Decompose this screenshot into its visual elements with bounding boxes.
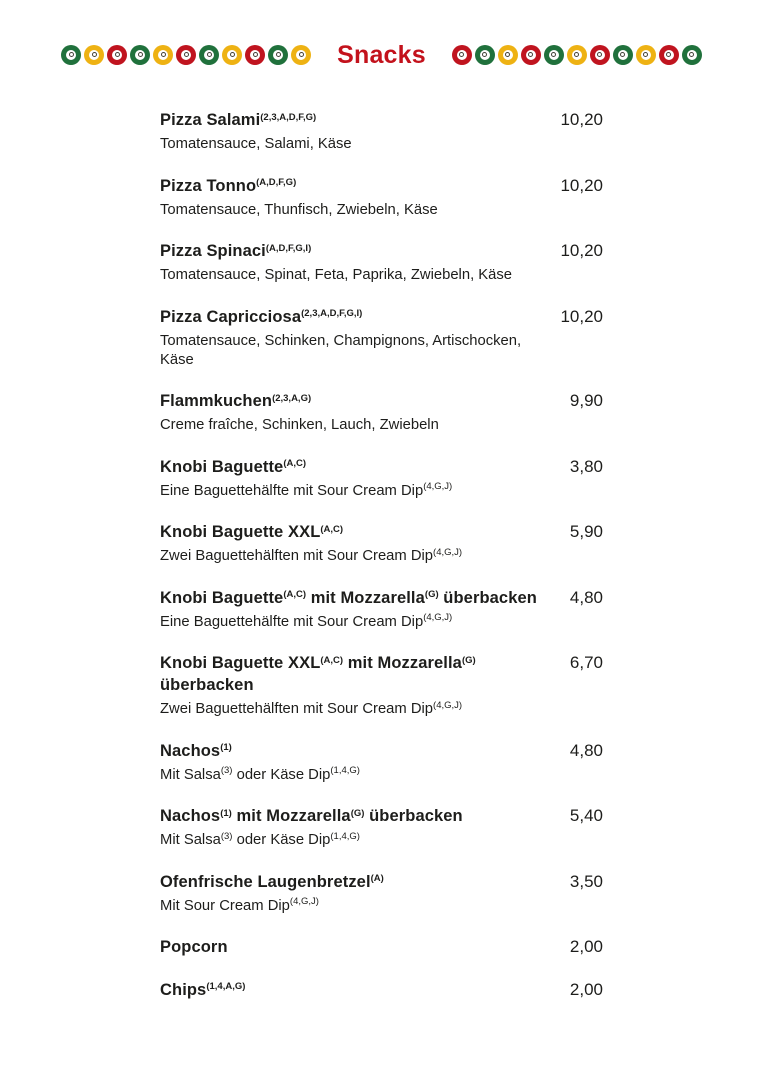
menu-item: [160, 805, 603, 850]
item-description: Zwei Baguettehälften mit Sour Cream Dip$^{(4,G,J)}$: [160, 699, 463, 717]
item-text: [160, 805, 562, 850]
item-text: [160, 936, 562, 958]
item-name: Nachos$^{(1)}$ mit Mozzarella$^{(G)}$ überbacken: [160, 807, 463, 825]
allergen-codes: (G): [461, 654, 476, 666]
menu-item: [160, 390, 603, 435]
item-text: [160, 652, 562, 719]
item-name: Knobi Baguette$^{(A,C)}$: [160, 457, 307, 476]
red-olive-icon: [659, 45, 679, 65]
allergen-codes: (1,4,G): [330, 830, 360, 842]
item-name: Nachos$^{(1)}$: [160, 741, 232, 760]
red-olive-icon: [245, 45, 265, 65]
allergen-codes: (A,C): [283, 589, 307, 600]
item-description: Mit Salsa$^{(3)}$ oder Käse Dip$^{(1,4,G)}$: [160, 830, 360, 848]
item-text: [160, 456, 562, 501]
allergen-codes: (A): [370, 873, 384, 884]
item-description: Tomatensauce, Thunfisch, Zwiebeln, Käse: [160, 201, 438, 218]
item-text: [160, 306, 552, 370]
item-price: 3,50: [569, 871, 603, 891]
item-text: [160, 390, 562, 435]
item-price: 10,20: [560, 110, 603, 129]
item-text: [160, 240, 552, 285]
page-header: [0, 41, 763, 69]
item-name: Popcorn: [160, 938, 228, 956]
green-olive-icon: [613, 45, 633, 65]
decorative-circles-left: [61, 45, 311, 65]
allergen-codes: (A,C): [320, 654, 344, 666]
allergen-codes: (4,G,J): [423, 481, 453, 492]
allergen-codes: (G): [350, 807, 365, 819]
item-name: Flammkuchen$^{(2,3,A,G)}$: [160, 392, 312, 410]
red-olive-icon: [176, 45, 196, 65]
menu-item: [160, 871, 603, 916]
item-price: 9,90: [569, 391, 603, 410]
item-price: 10,20: [560, 241, 603, 260]
item-name: Pizza Tonno$^{(A,D,F,G)}$: [160, 176, 297, 195]
item-name: Knobi Baguette$^{(A,C)}$ mit Mozzarella$^{(G)}$ überbacken: [160, 588, 537, 607]
decorative-circles-right: [452, 45, 702, 65]
item-text: [160, 871, 562, 916]
item-description: Mit Salsa$^{(3)}$ oder Käse Dip$^{(1,4,G)}$: [160, 765, 360, 783]
yellow-olive-icon: [636, 45, 656, 65]
yellow-olive-icon: [567, 45, 587, 65]
red-olive-icon: [107, 45, 127, 65]
item-price: 5,90: [569, 522, 603, 541]
green-olive-icon: [475, 45, 495, 65]
menu-item: [160, 456, 603, 501]
yellow-olive-icon: [153, 45, 173, 65]
item-description: Zwei Baguettehälften mit Sour Cream Dip$^{(4,G,J)}$: [160, 546, 463, 564]
item-text: [160, 175, 552, 220]
item-text: [160, 979, 562, 1001]
menu-item: [160, 936, 603, 958]
allergen-codes: (2,3,A,G): [272, 392, 312, 404]
item-description: Mit Sour Cream Dip$^{(4,G,J)}$: [160, 896, 319, 914]
allergen-codes: (1): [220, 807, 232, 819]
item-price: 10,20: [560, 175, 603, 195]
allergen-codes: (3): [220, 830, 233, 842]
green-olive-icon: [130, 45, 150, 65]
item-name: Ofenfrische Laugenbretzel$^{(A)}$: [160, 872, 384, 891]
allergen-codes: (G): [424, 589, 439, 600]
allergen-codes: (A,C): [283, 458, 307, 469]
allergen-codes: (4,G,J): [433, 546, 463, 558]
item-price: 2,00: [569, 937, 603, 956]
item-price: 6,70: [569, 653, 603, 672]
allergen-codes: (A,D,F,G,I): [265, 242, 312, 254]
allergen-codes: (1,4,G): [330, 765, 360, 776]
menu-item: [160, 740, 603, 785]
allergen-codes: (1,4,A,G): [206, 981, 246, 992]
menu-item: [160, 175, 603, 220]
allergen-codes: (2,3,A,D,F,G): [260, 111, 317, 123]
green-olive-icon: [61, 45, 81, 65]
item-price: 2,00: [569, 979, 603, 999]
item-name: Pizza Spinaci$^{(A,D,F,G,I)}$: [160, 242, 312, 260]
item-name: Knobi Baguette $XXL^{(A,C)}$ mit Mozzarella$^{(G)}$ überbacken: [160, 654, 476, 694]
item-description: Eine Baguettehälfte mit Sour Cream Dip$^{(4,G,J)}$: [160, 612, 453, 630]
item-price: 4,80: [569, 587, 603, 607]
green-olive-icon: [682, 45, 702, 65]
item-name: Pizza Salami$^{(2,3,A,D,F,G)}$: [160, 111, 317, 129]
menu-item: [160, 306, 603, 370]
item-price: 10,20: [560, 306, 603, 326]
item-description: Creme fraîche, Schinken, Lauch, Zwiebeln: [160, 417, 439, 433]
menu-item: [160, 240, 603, 285]
allergen-codes: (A,C): [320, 523, 344, 535]
red-olive-icon: [590, 45, 610, 65]
item-price: 3,80: [569, 456, 603, 476]
item-description: Tomatensauce, Salami, Käse: [160, 136, 352, 152]
item-name: Knobi Baguette $XXL^{(A,C)}$: [160, 523, 344, 541]
green-olive-icon: [199, 45, 219, 65]
page-title: Snacks: [337, 41, 426, 69]
item-text: [160, 521, 562, 566]
item-description: Tomatensauce, Spinat, Feta, Paprika, Zwiebeln, Käse: [160, 267, 513, 283]
menu-list: [160, 109, 603, 1021]
menu-item: [160, 652, 603, 719]
red-olive-icon: [452, 45, 472, 65]
green-olive-icon: [544, 45, 564, 65]
allergen-codes: (1): [220, 742, 232, 753]
item-text: [160, 109, 552, 154]
item-text: [160, 587, 562, 632]
menu-item: [160, 521, 603, 566]
menu-item: [160, 109, 603, 154]
yellow-olive-icon: [84, 45, 104, 65]
allergen-codes: (3): [220, 765, 233, 776]
yellow-olive-icon: [291, 45, 311, 65]
red-olive-icon: [521, 45, 541, 65]
allergen-codes: (A,D,F,G): [256, 177, 297, 188]
yellow-olive-icon: [222, 45, 242, 65]
item-name: Chips$^{(1,4,A,G)}$: [160, 980, 246, 999]
item-price: 5,40: [569, 806, 603, 825]
item-description: Eine Baguettehälfte mit Sour Cream Dip$^{(4,G,J)}$: [160, 481, 453, 499]
allergen-codes: (4,G,J): [423, 612, 453, 623]
menu-item: [160, 979, 603, 1001]
menu-item: [160, 587, 603, 632]
allergen-codes: (4,G,J): [433, 699, 463, 711]
item-name: Pizza Capricciosa$^{(2,3,A,D,F,G,I)}$: [160, 307, 363, 326]
green-olive-icon: [268, 45, 288, 65]
item-price: 4,80: [569, 740, 603, 760]
item-description: Tomatensauce, Schinken, Champignons, Artischocken, Käse: [160, 332, 522, 368]
yellow-olive-icon: [498, 45, 518, 65]
item-text: [160, 740, 562, 785]
allergen-codes: (2,3,A,D,F,G,I): [301, 308, 363, 319]
allergen-codes: (4,G,J): [289, 896, 319, 907]
